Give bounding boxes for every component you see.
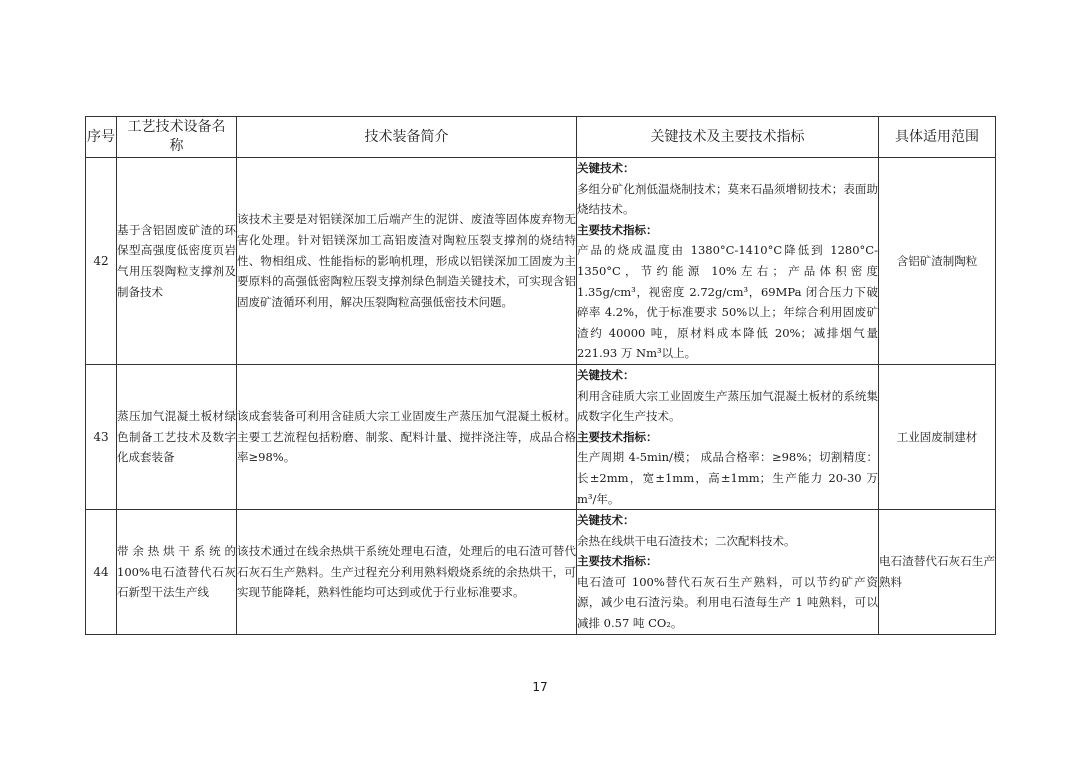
table-header-row [86, 117, 996, 158]
process-name: 带余热烘干系统的 100%电石渣替代石灰石新型干法生产线 [117, 510, 237, 635]
indicators-label: 主要技术指标： [577, 222, 658, 237]
key-tech-text: 多组分矿化剂低温烧制技术；莫来石晶须增韧技术；表面助烧结技术。 [577, 181, 878, 217]
application-scope: 含铝矿渣制陶粒 [879, 158, 996, 365]
key-technology-cell [577, 510, 879, 635]
table-row [86, 510, 996, 635]
page-number: 17 [532, 680, 548, 694]
header-scope: 具体适用范围 [879, 117, 996, 158]
row-number: 44 [86, 510, 117, 635]
key-tech-label: 关键技术： [577, 513, 635, 528]
description: 该成套装备可利用含硅质大宗工业固废生产蒸压加气混凝土板材。主要工艺流程包括粉磨、制浆、配料计量、搅拌浇注等，成品合格率≥98%。 [237, 364, 577, 509]
technology-table [85, 116, 996, 635]
indicators-text: 电石渣可 100%替代石灰石生产熟料，可以节约矿产资源，减少电石渣污染。利用电石渣每生产 1 吨熟料，可以减排 0.57 吨 CO₂。 [577, 574, 878, 631]
indicators-text: 产品的烧成温度由 1380°C-1410°C降低到 1280°C-1350°C，节约能源 10%左右；产品体积密度 1.35g/cm³，视密度 2.72g/cm³，69MPa 闭合压力下破碎率 4.2%，优于标准要求 50%以上；年综合利用固废矿渣约 40000 吨，原材料成本降低 20%；减排烟气量 221.93 万 Nm³以上。 [577, 243, 878, 361]
indicators-text: 生产周期 4-5min/模； 成品合格率：≥98%；切割精度：长±2mm，宽±1mm，高±1mm；生产能力 20-30 万 m³/年。 [577, 450, 878, 506]
table-row [86, 364, 996, 509]
header-description: 技术装备简介 [237, 117, 577, 158]
row-number: 42 [86, 158, 117, 365]
header-serial-number: 序号 [86, 117, 117, 158]
key-tech-label: 关键技术： [577, 161, 635, 175]
key-technology-cell [577, 158, 879, 365]
key-tech-text: 利用含硅质大宗工业固废生产蒸压加气混凝土板材的系统集成数字化生产技术。 [577, 388, 878, 424]
description: 该技术通过在线余热烘干系统处理电石渣，处理后的电石渣可替代石灰石生产熟料。生产过程充分利用熟料煅烧系统的余热烘干，可实现节能降耗，熟料性能均可达到或优于行业标准要求。 [237, 510, 577, 635]
key-tech-label: 关键技术： [577, 367, 635, 382]
header-process-name: 工艺技术设备名称 [117, 117, 237, 158]
header-key-technology: 关键技术及主要技术指标 [577, 117, 879, 158]
key-tech-text: 余热在线烘干电石渣技术；二次配料技术。 [577, 533, 796, 548]
process-name: 基于含铝固废矿渣的环保型高强度低密度页岩气用压裂陶粒支撑剂及制备技术 [117, 158, 237, 365]
key-technology-cell [577, 364, 879, 509]
indicators-label: 主要技术指标： [577, 554, 658, 569]
description: 该技术主要是对铝镁深加工后端产生的泥饼、废渣等固体废弃物无害化处理。针对铝镁深加工高铝废渣对陶粒压裂支撑剂的烧结特性、物相组成、性能指标的影响机理，形成以铝镁深加工固废为主要原料的高强低密陶粒压裂支撑剂绿色制造关键技术，可实现含铝固废矿渣循环利用，解决压裂陶粒高强低密技术问题。 [237, 158, 577, 365]
indicators-label: 主要技术指标： [577, 429, 658, 444]
process-name: 蒸压加气混凝土板材绿色制备工艺技术及数字化成套装备 [117, 364, 237, 509]
application-scope: 工业固废制建材 [879, 364, 996, 509]
table-row [86, 158, 996, 365]
application-scope: 电石渣替代石灰石生产熟料 [879, 510, 996, 635]
row-number: 43 [86, 364, 117, 509]
